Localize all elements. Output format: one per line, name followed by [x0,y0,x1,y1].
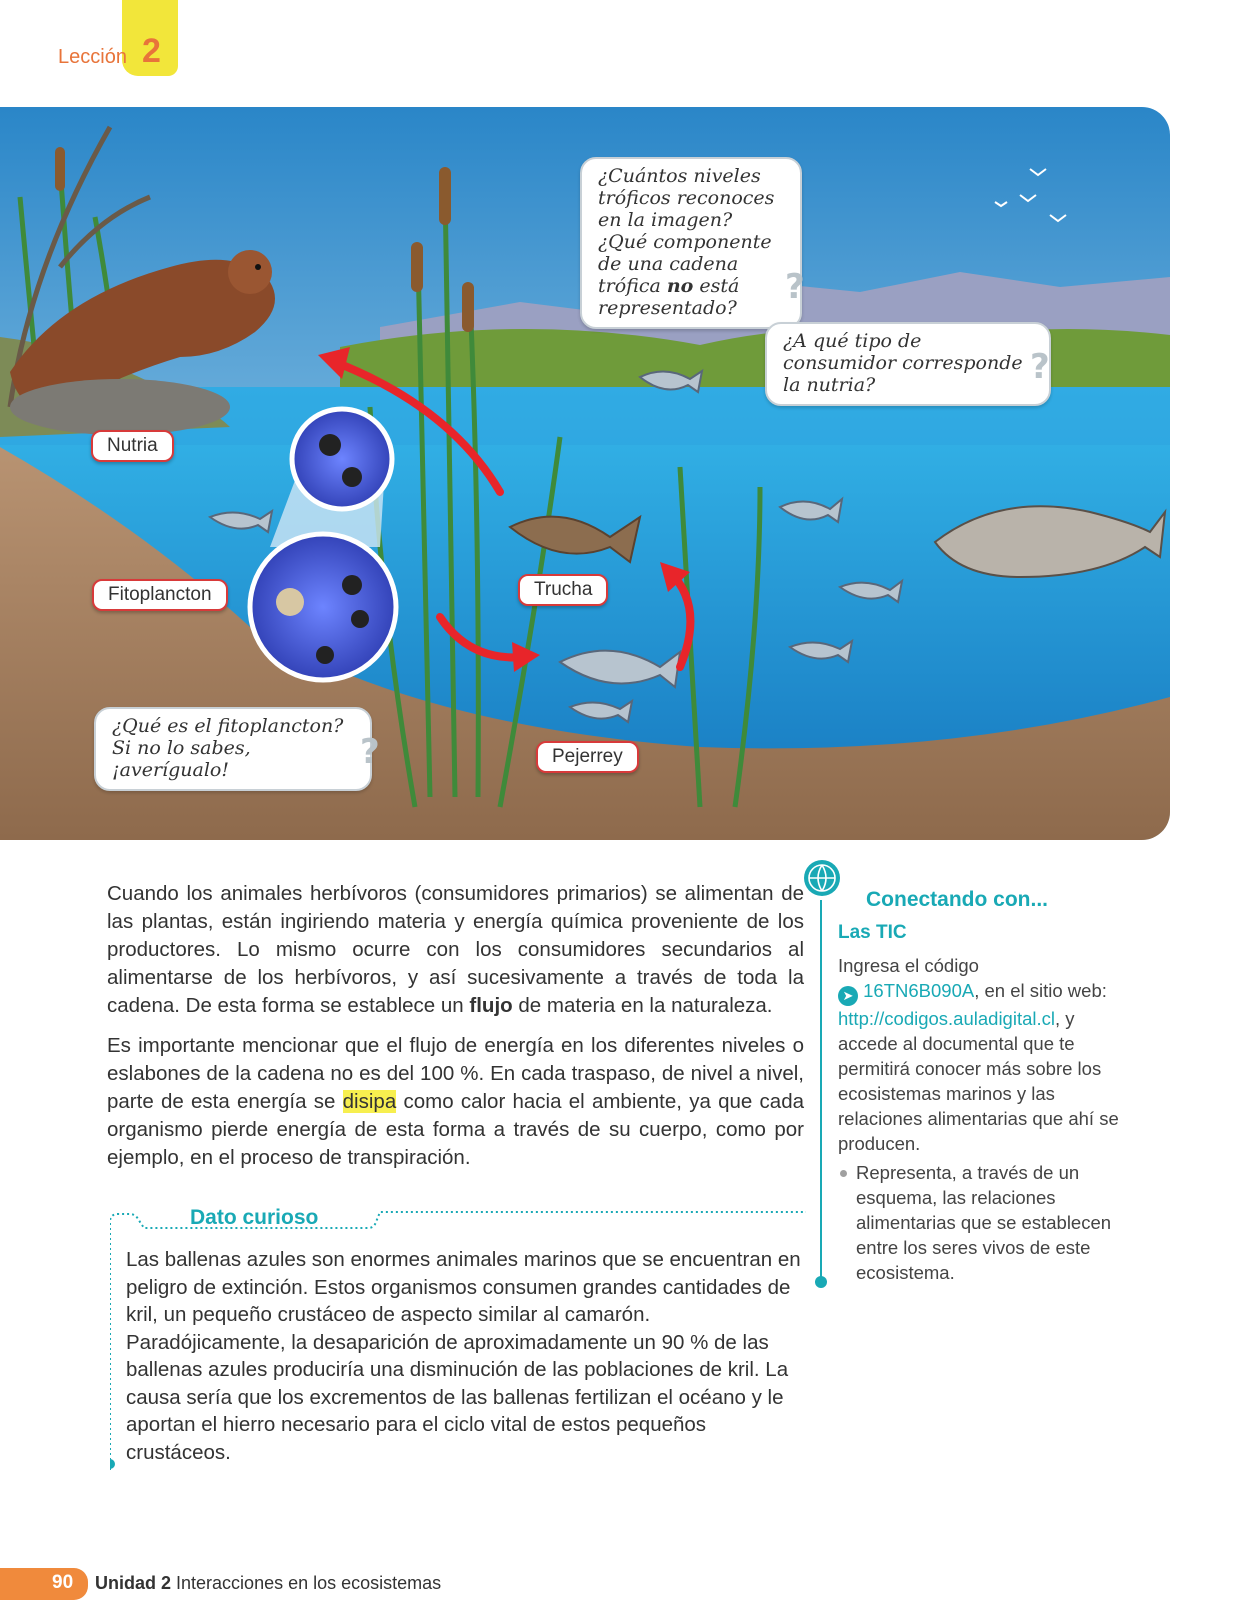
question-text: ¿Cuántos niveles tróficos reconoces en la imagen? ¿Qué componente de una cadena trófica [598,165,775,297]
label-trucha: Trucha [518,574,608,606]
unit-title: Interacciones en los ecosistemas [176,1573,442,1593]
page-number-tab [0,1568,88,1600]
question-bubble-nutria: ¿A qué tipo de consumidor corresponde la nutria? [765,322,1051,406]
label-nutria: Nutria [91,430,174,462]
paragraph-text: de materia en la naturaleza. [518,994,773,1017]
dato-curioso-text: Las ballenas azules son enormes animales marinos que se encuentran en peligro de extinción. Estos organismos consumen grandes cantidades de kril, un pequeño crustáceo de aspecto similar al camarón. Paradójicamente, la desaparición de aproximadamente un 90 % de las ballenas azules produciría una disminución de las poblaciones de kril. La causa sería que los excrementos de las ballenas fertilizan el océano y le aportan el hierro necesario para el ciclo vital de estos pequeños crustáceos. [126,1248,801,1464]
sidebar-paragraph [838,953,1138,1156]
sidebar-rule-dot [815,1276,827,1288]
paragraph-2 [107,1032,804,1172]
sidebar-title: Conectando con... [866,888,1049,911]
question-mark-icon: ? [360,732,380,772]
page-number: 90 [52,1572,74,1593]
paragraph-1 [107,880,804,1020]
question-bubble-fitoplancton: ¿Qué es el fitoplancton? Si no lo sabes, ¡averígualo! [94,707,372,791]
label-fitoplancton: Fitoplancton [92,579,228,611]
question-text-end: está representado? [598,275,740,319]
sidebar-text: Ingresa el código [838,955,979,976]
dato-curioso-box [110,1208,806,1470]
label-pejerrey: Pejerrey [536,741,639,773]
rocket-icon: ➤ [838,986,858,1006]
list-item: Representa, a través de un esquema, las relaciones alimentarias que se establecen entre los seres vivos de este ecosistema. [856,1160,1138,1285]
sidebar-text: , en el sitio web: [974,980,1107,1001]
unit-footer [95,1573,441,1594]
bold-term: flujo [469,994,513,1017]
sidebar-subtitle: Las TIC [838,922,907,943]
sidebar-text: , y accede al documental que te permitirá conocer más sobre los ecosistemas marinos y las relaciones alimentarias que ahí se producen. [838,1008,1119,1154]
sidebar-list [838,1160,1138,1285]
question-bold: no [666,275,694,297]
website-link[interactable]: http://codigos.auladigital.cl [838,1008,1055,1029]
question-mark-icon: ? [1030,347,1050,387]
question-mark-icon: ? [785,267,805,307]
dato-curioso-title: Dato curioso [190,1206,319,1229]
lesson-number: 2 [142,32,161,70]
paragraph-text: Es importante mencionar que el flujo de energía en los diferentes niveles o eslabones de la cadena no es del 100 %. En cada traspaso, de nivel a nivel, parte de esta energía se [107,1034,804,1113]
food-chain-illustration [0,107,1170,840]
paragraph-text: como calor hacia el ambiente, ya que cada organismo pierde energía de esta forma a través de su cuerpo, como por ejemplo, en el proceso de transpiración. [107,1090,804,1169]
lesson-label: Lección [58,46,127,68]
sidebar-rule [820,900,822,1280]
sidebar-content [838,880,1138,1285]
highlighted-term[interactable]: disipa [342,1090,397,1113]
question-bubble-niveles [580,157,802,329]
paragraph-text: Cuando los animales herbívoros (consumidores primarios) se alimentan de las plantas, están ingiriendo materia y energía química proveniente de los productores. Lo mismo ocurre con los consumidores secundarios al alimentarse de los herbívoros, y así sucesivamente a través de toda la cadena. De esta forma se establece un [107,882,804,1017]
unit-label: Unidad 2 [95,1573,172,1593]
access-code[interactable]: 16TN6B090A [863,980,975,1001]
globe-icon [802,858,842,898]
main-text [107,880,804,1184]
